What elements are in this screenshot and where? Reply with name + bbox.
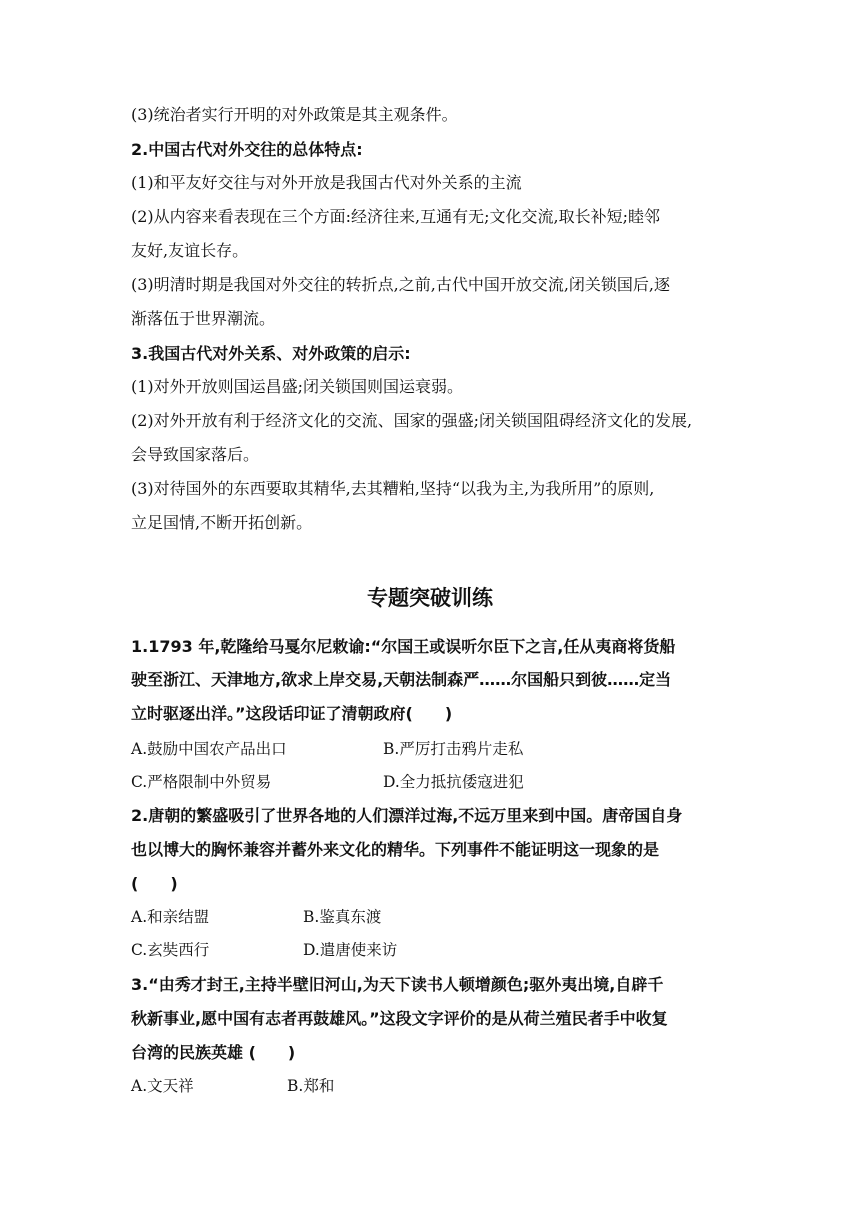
lesson-point-2-line-1: (2)对外开放有利于经济文化的交流、国家的强盛;闭关锁国阻碍经济文化的发展, <box>131 411 693 430</box>
question-2-option-a: A.和亲结盟 <box>131 908 210 926</box>
lesson-point-2-line-2: 会导致国家落后。 <box>131 445 260 464</box>
question-3-line-2: 秋新事业,愿中国有志者再鼓雄风。”这段文字评价的是从荷兰殖民者手中收复 <box>131 1009 668 1028</box>
question-2-option-b: B.鉴真东渡 <box>303 908 382 926</box>
feature-point-2-line-2: 友好,友谊长存。 <box>131 241 249 260</box>
feature-point-2-line-1: (2)从内容来看表现在三个方面:经济往来,互通有无;文化交流,取长补短;睦邻 <box>131 207 661 226</box>
lesson-point-1: (1)对外开放则国运昌盛;闭关锁国则国运衰弱。 <box>131 377 464 396</box>
question-1-line-2: 驶至浙江、天津地方,欲求上岸交易,天朝法制森严……尔国船只到彼……定当 <box>131 670 672 689</box>
lesson-point-3-line-1: (3)对待国外的东西要取其精华,去其糟粕,坚持“以我为主,为我所用”的原则, <box>131 479 655 498</box>
lesson-point-3-line-2: 立足国情,不断开拓创新。 <box>131 513 313 532</box>
question-2-option-c: C.玄奘西行 <box>131 941 210 959</box>
question-3-option-b: B.郑和 <box>287 1077 335 1095</box>
question-2-line-2: 也以博大的胸怀兼容并蓄外来文化的精华。下列事件不能证明这一现象的是 <box>131 840 660 859</box>
question-2-option-d: D.遣唐使来访 <box>303 941 398 959</box>
summary-point-3: (3)统治者实行开明的对外政策是其主观条件。 <box>131 105 458 124</box>
question-1-option-b: B.严厉打击鸦片走私 <box>383 740 524 758</box>
question-1-option-a: A.鼓励中国农产品出口 <box>131 740 287 758</box>
question-1-option-c: C.严格限制中外贸易 <box>131 773 272 791</box>
feature-point-1: (1)和平友好交往与对外开放是我国古代对外关系的主流 <box>131 173 522 192</box>
question-1-option-d: D.全力抵抗倭寇进犯 <box>383 773 524 791</box>
question-2-line-3: ( ) <box>131 874 178 893</box>
question-3-line-3: 台湾的民族英雄 ( ) <box>131 1043 296 1062</box>
feature-point-3-line-2: 渐落伍于世界潮流。 <box>131 309 276 328</box>
section-title: 专题突破训练 <box>367 586 493 610</box>
question-3-option-a: A.文天祥 <box>131 1077 194 1095</box>
heading-lessons: 3.我国古代对外关系、对外政策的启示: <box>131 344 411 363</box>
heading-overall-features: 2.中国古代对外交往的总体特点: <box>131 140 363 159</box>
question-2-line-1: 2.唐朝的繁盛吸引了世界各地的人们漂洋过海,不远万里来到中国。唐帝国自身 <box>131 806 683 825</box>
question-1-line-3: 立时驱逐出洋。”这段话印证了清朝政府( ) <box>131 704 453 723</box>
question-3-line-1: 3.“由秀才封王,主持半壁旧河山,为天下读书人顿增颜色;驱外夷出境,自辟千 <box>131 975 664 994</box>
feature-point-3-line-1: (3)明清时期是我国对外交往的转折点,之前,古代中国开放交流,闭关锁国后,逐 <box>131 275 671 294</box>
question-1-line-1: 1.1793 年,乾隆给马戛尔尼敕谕:“尔国王或误听尔臣下之言,任从夷商将货船 <box>131 637 676 656</box>
